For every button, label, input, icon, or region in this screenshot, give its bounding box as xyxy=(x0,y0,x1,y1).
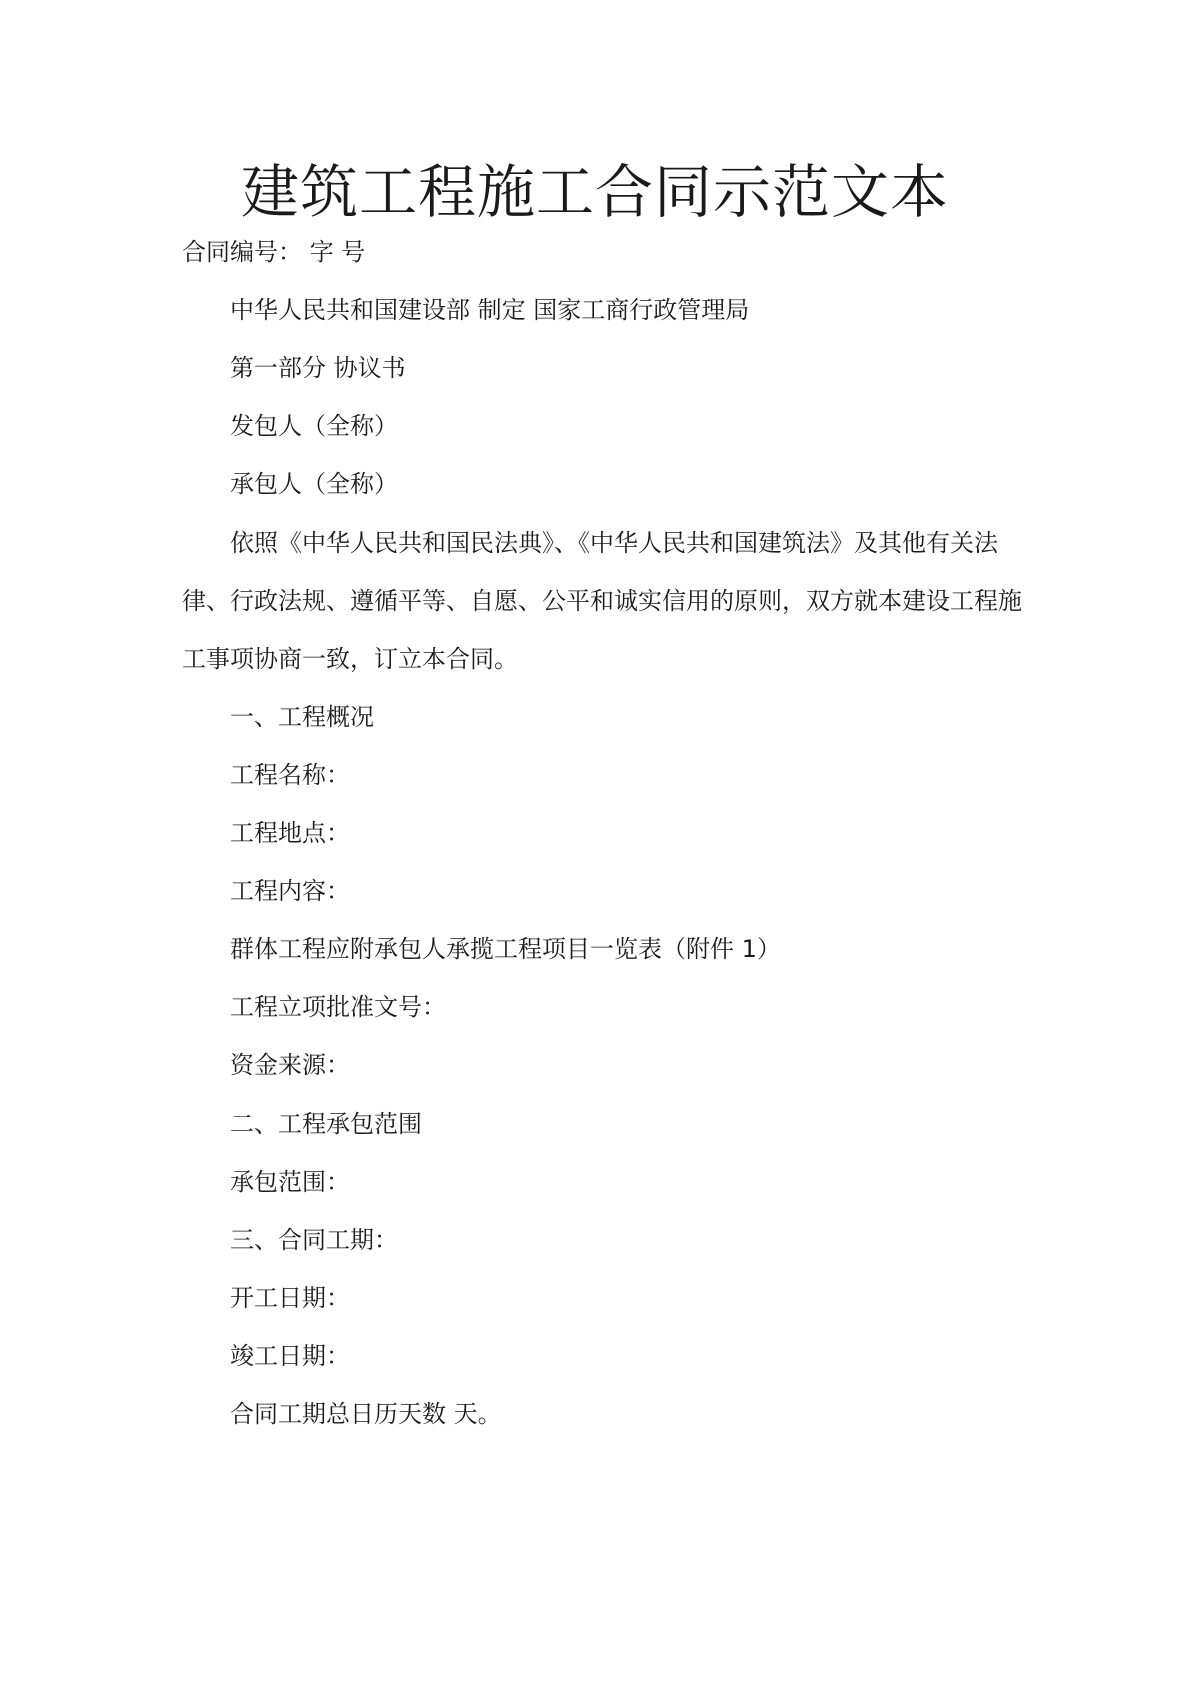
part-one-heading: 第一部分 协议书 xyxy=(230,354,406,382)
scope-field: 承包范围： xyxy=(230,1168,350,1196)
total-days-field: 合同工期总日历天数 天。 xyxy=(230,1400,502,1428)
funding-source-field: 资金来源： xyxy=(230,1051,350,1079)
project-location-field: 工程地点： xyxy=(230,819,350,847)
section1-heading: 一、工程概况 xyxy=(230,703,374,731)
group-project-note: 群体工程应附承包人承揽工程项目一览表（附件 1） xyxy=(230,935,781,963)
completion-date-field: 竣工日期： xyxy=(230,1342,350,1370)
contract-number: 合同编号： 字 号 xyxy=(182,238,366,266)
project-content-field: 工程内容： xyxy=(230,877,350,905)
start-date-field: 开工日期： xyxy=(230,1284,350,1312)
contractor-line: 承包人（全称） xyxy=(230,470,398,498)
project-name-field: 工程名称： xyxy=(230,761,350,789)
employer-line: 发包人（全称） xyxy=(230,412,398,440)
issuers-line: 中华人民共和国建设部 制定 国家工商行政管理局 xyxy=(230,296,750,324)
preamble-line-3: 工事项协商一致，订立本合同。 xyxy=(182,645,518,673)
approval-number-field: 工程立项批准文号： xyxy=(230,993,446,1021)
preamble-line-2: 律、行政法规、遵循平等、自愿、公平和诚实信用的原则，双方就本建设工程施 xyxy=(182,587,1022,615)
section3-heading: 三、合同工期： xyxy=(230,1226,398,1254)
document-title: 建筑工程施工合同示范文本 xyxy=(240,158,949,226)
section2-heading: 二、工程承包范围 xyxy=(230,1110,422,1138)
preamble-line-1: 依照《中华人民共和国民法典》、《中华人民共和国建筑法》及其他有关法 xyxy=(230,529,998,557)
